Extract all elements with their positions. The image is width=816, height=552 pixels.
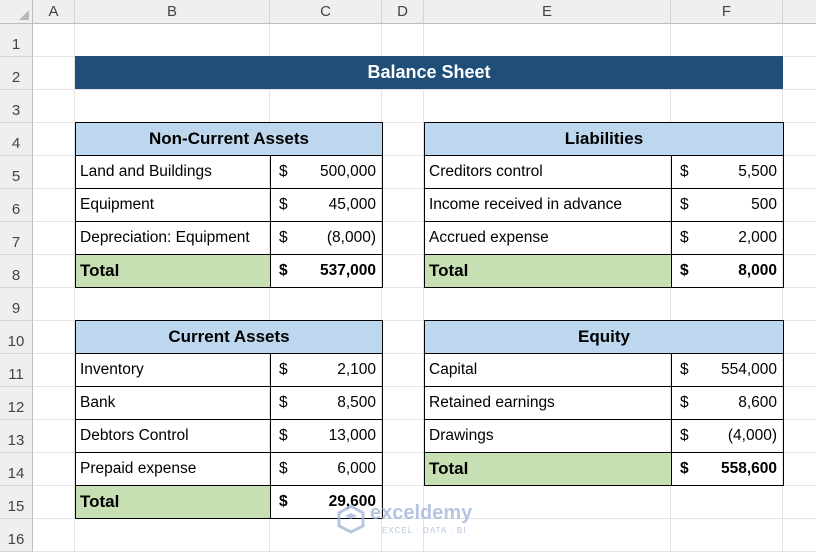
current-assets-item-value: 13,000 (328, 427, 376, 444)
select-all-corner[interactable] (0, 0, 33, 24)
column-header-a[interactable]: A (33, 0, 75, 24)
current-assets-item-label: Debtors Control (80, 427, 189, 444)
currency-symbol: $ (680, 229, 689, 246)
current-assets-item-value: 2,100 (337, 361, 376, 378)
column-header-c[interactable]: C (270, 0, 382, 24)
liabilities-item-label: Accrued expense (429, 229, 549, 246)
equity-label-cell[interactable] (424, 419, 672, 453)
column-header-b[interactable]: B (75, 0, 270, 24)
currency-symbol: $ (680, 361, 689, 378)
liabilities-item-value: 2,000 (738, 229, 777, 246)
non-current-assets-label-cell[interactable] (75, 221, 271, 255)
row-header-15[interactable]: 15 (0, 486, 33, 519)
liabilities-header-cell[interactable] (424, 122, 784, 156)
non-current-assets-total-label-cell[interactable] (75, 254, 271, 288)
row-header-3[interactable]: 3 (0, 90, 33, 123)
currency-symbol: $ (279, 394, 288, 411)
equity-total-value-cell[interactable] (671, 452, 784, 486)
currency-symbol: $ (279, 493, 288, 510)
equity-value-cell[interactable] (671, 353, 784, 387)
currency-symbol: $ (680, 262, 689, 279)
currency-symbol: $ (680, 460, 689, 477)
equity-total-label-cell[interactable] (424, 452, 672, 486)
non-current-assets-header-cell[interactable] (75, 122, 383, 156)
equity-label-cell[interactable] (424, 386, 672, 420)
current-assets-label-cell[interactable] (75, 386, 271, 420)
exceldemy-watermark (336, 500, 486, 540)
equity-item-value: 554,000 (720, 361, 777, 378)
non-current-assets-item-value: 500,000 (319, 163, 376, 180)
equity-total-label: Total (429, 459, 469, 478)
row-header-12[interactable]: 12 (0, 387, 33, 420)
current-assets-label-cell[interactable] (75, 353, 271, 387)
current-assets-total-value: 29,600 (328, 493, 376, 510)
liabilities-item-label: Creditors control (429, 163, 543, 180)
liabilities-total-value-cell[interactable] (671, 254, 784, 288)
currency-symbol: $ (680, 163, 689, 180)
current-assets-value-cell[interactable] (270, 419, 383, 453)
liabilities-value-cell[interactable] (671, 188, 784, 222)
row-header-13[interactable]: 13 (0, 420, 33, 453)
liabilities-total-value: 8,000 (738, 262, 777, 279)
non-current-assets-item-value: (8,000) (326, 229, 376, 246)
non-current-assets-label-cell[interactable] (75, 155, 271, 189)
watermark-name: exceldemy (370, 502, 473, 524)
liabilities-value-cell[interactable] (671, 155, 784, 189)
current-assets-item-label: Prepaid expense (80, 460, 197, 477)
current-assets-label-cell[interactable] (75, 419, 271, 453)
current-assets-value-cell[interactable] (270, 386, 383, 420)
watermark-tagline: EXCEL · DATA · BI (382, 526, 467, 535)
column-header-g[interactable] (783, 0, 816, 24)
non-current-assets-header: Non-Current Assets (149, 129, 309, 148)
exceldemy-logo-icon (336, 504, 366, 534)
liabilities-total-label: Total (429, 261, 469, 280)
liabilities-label-cell[interactable] (424, 221, 672, 255)
currency-symbol: $ (680, 394, 689, 411)
equity-item-value: (4,000) (727, 427, 777, 444)
liabilities-label-cell[interactable] (424, 188, 672, 222)
balance-sheet-title: Balance Sheet (75, 56, 783, 89)
row-header-9[interactable]: 9 (0, 288, 33, 321)
current-assets-header-cell[interactable] (75, 320, 383, 354)
non-current-assets-value-cell[interactable] (270, 155, 383, 189)
current-assets-item-label: Inventory (80, 361, 144, 378)
currency-symbol: $ (279, 427, 288, 444)
row-header-1[interactable]: 1 (0, 24, 33, 57)
equity-value-cell[interactable] (671, 419, 784, 453)
non-current-assets-total-label: Total (80, 261, 120, 280)
currency-symbol: $ (279, 163, 288, 180)
equity-header-cell[interactable] (424, 320, 784, 354)
row-header-8[interactable]: 8 (0, 255, 33, 288)
grid-line (33, 89, 816, 90)
row-header-6[interactable]: 6 (0, 189, 33, 222)
equity-item-value: 8,600 (738, 394, 777, 411)
liabilities-item-value: 5,500 (738, 163, 777, 180)
equity-total-value: 558,600 (720, 460, 777, 477)
equity-label-cell[interactable] (424, 353, 672, 387)
current-assets-value-cell[interactable] (270, 353, 383, 387)
current-assets-total-label-cell[interactable] (75, 485, 271, 519)
column-header-d[interactable]: D (382, 0, 424, 24)
equity-item-label: Retained earnings (429, 394, 555, 411)
equity-item-label: Drawings (429, 427, 494, 444)
currency-symbol: $ (279, 229, 288, 246)
equity-header: Equity (578, 327, 630, 346)
column-header-f[interactable]: F (671, 0, 783, 24)
non-current-assets-item-value: 45,000 (328, 196, 376, 213)
equity-item-label: Capital (429, 361, 478, 378)
liabilities-label-cell[interactable] (424, 155, 672, 189)
column-header-e[interactable]: E (424, 0, 671, 24)
non-current-assets-item-label: Land and Buildings (80, 163, 212, 180)
non-current-assets-label-cell[interactable] (75, 188, 271, 222)
non-current-assets-total-value: 537,000 (319, 262, 376, 279)
liabilities-header: Liabilities (564, 129, 644, 148)
current-assets-value-cell[interactable] (270, 452, 383, 486)
non-current-assets-value-cell[interactable] (270, 188, 383, 222)
liabilities-total-label-cell[interactable] (424, 254, 672, 288)
non-current-assets-item-label: Equipment (80, 196, 155, 213)
liabilities-item-value: 500 (751, 196, 777, 213)
currency-symbol: $ (279, 262, 288, 279)
currency-symbol: $ (279, 460, 288, 477)
row-header-10[interactable]: 10 (0, 321, 33, 354)
liabilities-value-cell[interactable] (671, 221, 784, 255)
non-current-assets-total-value-cell[interactable] (270, 254, 383, 288)
equity-value-cell[interactable] (671, 386, 784, 420)
row-header-11[interactable]: 11 (0, 354, 33, 387)
currency-symbol: $ (279, 361, 288, 378)
row-header-14[interactable]: 14 (0, 453, 33, 486)
current-assets-item-label: Bank (80, 394, 116, 411)
currency-symbol: $ (279, 196, 288, 213)
row-header-16[interactable]: 16 (0, 519, 33, 552)
row-header-7[interactable]: 7 (0, 222, 33, 255)
row-header-5[interactable]: 5 (0, 156, 33, 189)
currency-symbol: $ (680, 427, 689, 444)
current-assets-total-label: Total (80, 492, 120, 511)
liabilities-item-label: Income received in advance (429, 196, 623, 213)
current-assets-header: Current Assets (168, 327, 290, 346)
current-assets-item-value: 6,000 (337, 460, 376, 477)
currency-symbol: $ (680, 196, 689, 213)
current-assets-label-cell[interactable] (75, 452, 271, 486)
non-current-assets-value-cell[interactable] (270, 221, 383, 255)
row-header-2[interactable]: 2 (0, 57, 33, 90)
current-assets-item-value: 8,500 (337, 394, 376, 411)
row-header-4[interactable]: 4 (0, 123, 33, 156)
non-current-assets-item-label: Depreciation: Equipment (80, 229, 250, 246)
